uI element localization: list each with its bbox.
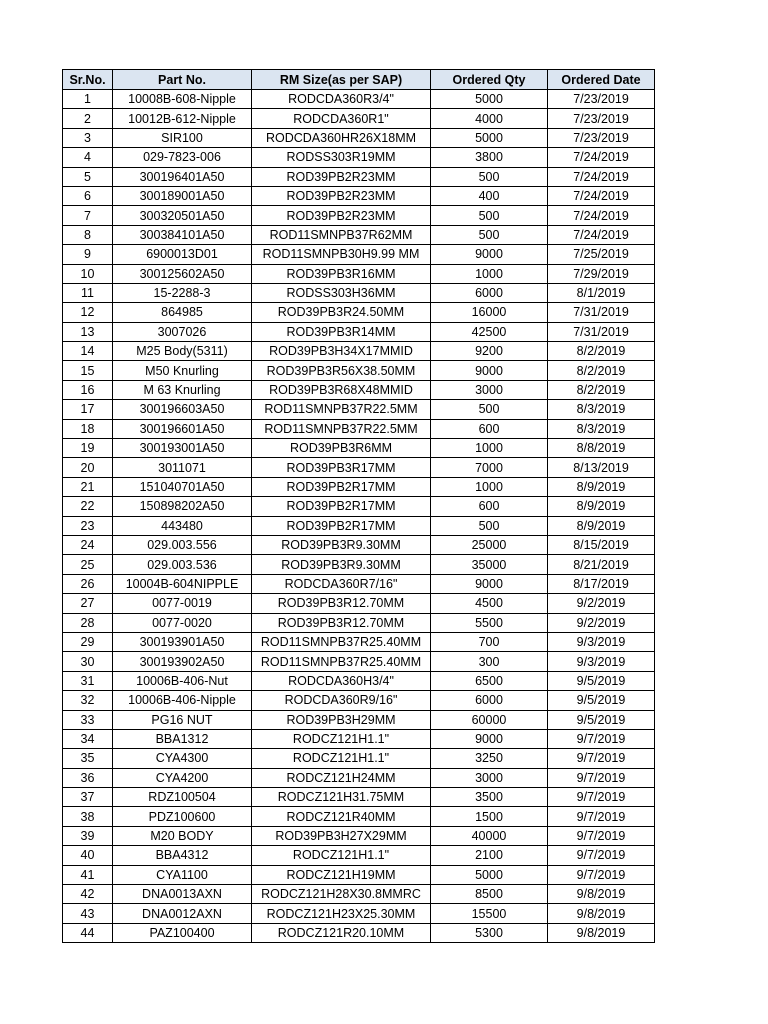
cell-ordered-qty: 40000 — [431, 826, 548, 845]
cell-rm-size: RODCDA360R9/16" — [252, 691, 431, 710]
cell-sr-no: 14 — [63, 342, 113, 361]
cell-rm-size: RODCZ121H1.1" — [252, 729, 431, 748]
cell-rm-size: ROD39PB3R68X48MMID — [252, 380, 431, 399]
cell-rm-size: ROD39PB3R56X38.50MM — [252, 361, 431, 380]
cell-part-no: PG16 NUT — [113, 710, 252, 729]
cell-ordered-date: 7/31/2019 — [548, 303, 655, 322]
table-row — [63, 380, 655, 399]
cell-rm-size: RODCDA360R1" — [252, 109, 431, 128]
table-row — [63, 671, 655, 690]
cell-rm-size: ROD39PB3R12.70MM — [252, 594, 431, 613]
cell-sr-no: 2 — [63, 109, 113, 128]
table-row — [63, 710, 655, 729]
table-row — [63, 652, 655, 671]
cell-ordered-qty: 3000 — [431, 380, 548, 399]
cell-ordered-date: 8/15/2019 — [548, 535, 655, 554]
cell-ordered-qty: 500 — [431, 167, 548, 186]
table-row — [63, 283, 655, 302]
cell-sr-no: 17 — [63, 400, 113, 419]
cell-rm-size: ROD11SMNPB37R22.5MM — [252, 400, 431, 419]
cell-ordered-qty: 600 — [431, 419, 548, 438]
cell-ordered-qty: 5500 — [431, 613, 548, 632]
header-ordered-date: Ordered Date — [548, 70, 655, 90]
cell-part-no: DNA0013AXN — [113, 885, 252, 904]
cell-sr-no: 15 — [63, 361, 113, 380]
cell-sr-no: 1 — [63, 90, 113, 109]
cell-sr-no: 9 — [63, 245, 113, 264]
cell-ordered-date: 7/23/2019 — [548, 90, 655, 109]
cell-rm-size: RODCDA360R7/16" — [252, 574, 431, 593]
cell-ordered-date: 9/7/2019 — [548, 768, 655, 787]
cell-part-no: M25 Body(5311) — [113, 342, 252, 361]
table-row — [63, 555, 655, 574]
cell-sr-no: 23 — [63, 516, 113, 535]
table-row — [63, 904, 655, 923]
cell-rm-size: ROD39PB3R16MM — [252, 264, 431, 283]
cell-ordered-date: 8/13/2019 — [548, 458, 655, 477]
cell-part-no: M 63 Knurling — [113, 380, 252, 399]
cell-ordered-date: 8/3/2019 — [548, 419, 655, 438]
cell-sr-no: 20 — [63, 458, 113, 477]
cell-ordered-qty: 700 — [431, 632, 548, 651]
cell-sr-no: 30 — [63, 652, 113, 671]
header-rm-size: RM Size(as per SAP) — [252, 70, 431, 90]
table-header — [63, 70, 655, 90]
cell-rm-size: RODCZ121R40MM — [252, 807, 431, 826]
table-row — [63, 186, 655, 205]
table-row — [63, 419, 655, 438]
cell-part-no: 3011071 — [113, 458, 252, 477]
cell-ordered-qty: 400 — [431, 186, 548, 205]
cell-part-no: 3007026 — [113, 322, 252, 341]
cell-ordered-qty: 500 — [431, 400, 548, 419]
cell-ordered-qty: 4500 — [431, 594, 548, 613]
cell-ordered-date: 8/8/2019 — [548, 439, 655, 458]
cell-ordered-date: 9/8/2019 — [548, 904, 655, 923]
table-row — [63, 807, 655, 826]
cell-ordered-date: 9/8/2019 — [548, 923, 655, 942]
cell-rm-size: ROD39PB3H34X17MMID — [252, 342, 431, 361]
cell-rm-size: RODCZ121H23X25.30MM — [252, 904, 431, 923]
cell-part-no: 300193902A50 — [113, 652, 252, 671]
cell-sr-no: 43 — [63, 904, 113, 923]
cell-ordered-qty: 500 — [431, 206, 548, 225]
cell-ordered-date: 8/17/2019 — [548, 574, 655, 593]
cell-part-no: 6900013D01 — [113, 245, 252, 264]
table-row — [63, 148, 655, 167]
cell-part-no: M20 BODY — [113, 826, 252, 845]
cell-part-no: 029.003.536 — [113, 555, 252, 574]
cell-ordered-qty: 5000 — [431, 865, 548, 884]
cell-ordered-qty: 1000 — [431, 477, 548, 496]
cell-ordered-qty: 5000 — [431, 90, 548, 109]
cell-ordered-date: 9/7/2019 — [548, 788, 655, 807]
cell-part-no: PAZ100400 — [113, 923, 252, 942]
cell-rm-size: RODCDA360HR26X18MM — [252, 128, 431, 147]
table-row — [63, 594, 655, 613]
cell-ordered-date: 9/5/2019 — [548, 710, 655, 729]
cell-rm-size: ROD39PB3R9.30MM — [252, 535, 431, 554]
cell-sr-no: 3 — [63, 128, 113, 147]
cell-part-no: BBA1312 — [113, 729, 252, 748]
cell-sr-no: 42 — [63, 885, 113, 904]
table-row — [63, 128, 655, 147]
cell-ordered-date: 9/8/2019 — [548, 885, 655, 904]
table-row — [63, 361, 655, 380]
table-row — [63, 167, 655, 186]
cell-sr-no: 38 — [63, 807, 113, 826]
cell-ordered-qty: 9000 — [431, 245, 548, 264]
cell-ordered-qty: 35000 — [431, 555, 548, 574]
header-row — [63, 70, 655, 90]
cell-part-no: BBA4312 — [113, 846, 252, 865]
cell-rm-size: ROD39PB3R9.30MM — [252, 555, 431, 574]
table-row — [63, 245, 655, 264]
table-row — [63, 90, 655, 109]
cell-part-no: 300320501A50 — [113, 206, 252, 225]
cell-ordered-date: 9/7/2019 — [548, 826, 655, 845]
cell-ordered-date: 9/2/2019 — [548, 594, 655, 613]
cell-rm-size: RODCDA360H3/4" — [252, 671, 431, 690]
table-row — [63, 458, 655, 477]
cell-part-no: 029.003.556 — [113, 535, 252, 554]
cell-rm-size: RODCZ121H1.1" — [252, 749, 431, 768]
cell-part-no: 10004B-604NIPPLE — [113, 574, 252, 593]
cell-sr-no: 29 — [63, 632, 113, 651]
cell-sr-no: 41 — [63, 865, 113, 884]
cell-sr-no: 19 — [63, 439, 113, 458]
cell-part-no: 150898202A50 — [113, 497, 252, 516]
cell-rm-size: ROD39PB2R17MM — [252, 477, 431, 496]
table-row — [63, 885, 655, 904]
cell-ordered-date: 8/2/2019 — [548, 361, 655, 380]
cell-sr-no: 25 — [63, 555, 113, 574]
table-row — [63, 535, 655, 554]
cell-part-no: 300189001A50 — [113, 186, 252, 205]
cell-sr-no: 34 — [63, 729, 113, 748]
cell-rm-size: RODCDA360R3/4" — [252, 90, 431, 109]
cell-ordered-qty: 300 — [431, 652, 548, 671]
cell-rm-size: ROD39PB3R12.70MM — [252, 613, 431, 632]
cell-rm-size: RODSS303R19MM — [252, 148, 431, 167]
table-row — [63, 342, 655, 361]
table-row — [63, 729, 655, 748]
cell-sr-no: 6 — [63, 186, 113, 205]
cell-ordered-qty: 25000 — [431, 535, 548, 554]
table-row — [63, 109, 655, 128]
table-row — [63, 788, 655, 807]
cell-sr-no: 8 — [63, 225, 113, 244]
cell-part-no: CYA4200 — [113, 768, 252, 787]
cell-part-no: 300196603A50 — [113, 400, 252, 419]
table-row — [63, 264, 655, 283]
cell-ordered-qty: 9200 — [431, 342, 548, 361]
cell-rm-size: ROD39PB3H29MM — [252, 710, 431, 729]
cell-ordered-qty: 5000 — [431, 128, 548, 147]
table-row — [63, 400, 655, 419]
cell-ordered-date: 9/7/2019 — [548, 749, 655, 768]
cell-sr-no: 33 — [63, 710, 113, 729]
cell-part-no: M50 Knurling — [113, 361, 252, 380]
cell-part-no: 300125602A50 — [113, 264, 252, 283]
cell-sr-no: 37 — [63, 788, 113, 807]
cell-ordered-date: 7/24/2019 — [548, 206, 655, 225]
cell-part-no: 029-7823-006 — [113, 148, 252, 167]
header-sr-no: Sr.No. — [63, 70, 113, 90]
cell-ordered-qty: 1000 — [431, 439, 548, 458]
cell-rm-size: RODCZ121H19MM — [252, 865, 431, 884]
cell-sr-no: 32 — [63, 691, 113, 710]
cell-rm-size: RODSS303H36MM — [252, 283, 431, 302]
cell-sr-no: 39 — [63, 826, 113, 845]
cell-ordered-qty: 9000 — [431, 574, 548, 593]
cell-part-no: 300196401A50 — [113, 167, 252, 186]
table-row — [63, 206, 655, 225]
cell-sr-no: 5 — [63, 167, 113, 186]
cell-sr-no: 28 — [63, 613, 113, 632]
cell-sr-no: 36 — [63, 768, 113, 787]
cell-ordered-qty: 1500 — [431, 807, 548, 826]
table-row — [63, 826, 655, 845]
cell-ordered-qty: 6000 — [431, 283, 548, 302]
cell-ordered-qty: 6500 — [431, 671, 548, 690]
cell-ordered-date: 9/5/2019 — [548, 671, 655, 690]
cell-part-no: 0077-0019 — [113, 594, 252, 613]
cell-rm-size: RODCZ121H1.1" — [252, 846, 431, 865]
cell-ordered-qty: 3500 — [431, 788, 548, 807]
cell-sr-no: 16 — [63, 380, 113, 399]
cell-ordered-date: 7/23/2019 — [548, 128, 655, 147]
cell-ordered-qty: 5300 — [431, 923, 548, 942]
cell-rm-size: ROD39PB3R6MM — [252, 439, 431, 458]
cell-rm-size: RODCZ121H31.75MM — [252, 788, 431, 807]
cell-ordered-date: 8/1/2019 — [548, 283, 655, 302]
cell-sr-no: 10 — [63, 264, 113, 283]
header-part-no: Part No. — [113, 70, 252, 90]
cell-part-no: CYA4300 — [113, 749, 252, 768]
cell-sr-no: 24 — [63, 535, 113, 554]
cell-part-no: 300193901A50 — [113, 632, 252, 651]
cell-part-no: PDZ100600 — [113, 807, 252, 826]
cell-part-no: CYA1100 — [113, 865, 252, 884]
cell-rm-size: RODCZ121H24MM — [252, 768, 431, 787]
cell-sr-no: 12 — [63, 303, 113, 322]
table-body — [63, 90, 655, 943]
cell-part-no: 10006B-406-Nipple — [113, 691, 252, 710]
cell-rm-size: ROD11SMNPB37R25.40MM — [252, 632, 431, 651]
cell-ordered-date: 7/23/2019 — [548, 109, 655, 128]
cell-sr-no: 7 — [63, 206, 113, 225]
cell-ordered-qty: 9000 — [431, 729, 548, 748]
table-row — [63, 691, 655, 710]
cell-sr-no: 40 — [63, 846, 113, 865]
table-row — [63, 225, 655, 244]
cell-ordered-date: 8/9/2019 — [548, 497, 655, 516]
cell-ordered-qty: 9000 — [431, 361, 548, 380]
table-row — [63, 923, 655, 942]
cell-ordered-date: 8/2/2019 — [548, 342, 655, 361]
cell-ordered-date: 9/2/2019 — [548, 613, 655, 632]
cell-ordered-date: 7/29/2019 — [548, 264, 655, 283]
cell-rm-size: ROD11SMNPB37R62MM — [252, 225, 431, 244]
table-row — [63, 322, 655, 341]
cell-sr-no: 31 — [63, 671, 113, 690]
cell-ordered-qty: 2100 — [431, 846, 548, 865]
cell-ordered-date: 7/25/2019 — [548, 245, 655, 264]
cell-sr-no: 13 — [63, 322, 113, 341]
cell-ordered-date: 8/9/2019 — [548, 477, 655, 496]
cell-ordered-date: 9/7/2019 — [548, 729, 655, 748]
cell-ordered-date: 8/9/2019 — [548, 516, 655, 535]
cell-sr-no: 44 — [63, 923, 113, 942]
cell-rm-size: ROD39PB3R24.50MM — [252, 303, 431, 322]
cell-ordered-qty: 3800 — [431, 148, 548, 167]
cell-sr-no: 22 — [63, 497, 113, 516]
cell-ordered-qty: 60000 — [431, 710, 548, 729]
cell-ordered-qty: 15500 — [431, 904, 548, 923]
cell-ordered-date: 7/31/2019 — [548, 322, 655, 341]
orders-table — [62, 69, 655, 943]
cell-ordered-date: 8/3/2019 — [548, 400, 655, 419]
cell-ordered-date: 7/24/2019 — [548, 186, 655, 205]
cell-part-no: DNA0012AXN — [113, 904, 252, 923]
cell-ordered-date: 7/24/2019 — [548, 225, 655, 244]
cell-ordered-qty: 6000 — [431, 691, 548, 710]
header-ordered-qty: Ordered Qty — [431, 70, 548, 90]
table-row — [63, 477, 655, 496]
cell-rm-size: ROD39PB3R17MM — [252, 458, 431, 477]
cell-ordered-qty: 600 — [431, 497, 548, 516]
table-row — [63, 865, 655, 884]
cell-rm-size: ROD39PB3R14MM — [252, 322, 431, 341]
cell-sr-no: 27 — [63, 594, 113, 613]
cell-rm-size: RODCZ121H28X30.8MMRC — [252, 885, 431, 904]
cell-rm-size: ROD11SMNPB37R22.5MM — [252, 419, 431, 438]
cell-ordered-qty: 8500 — [431, 885, 548, 904]
cell-sr-no: 35 — [63, 749, 113, 768]
cell-rm-size: ROD39PB2R17MM — [252, 497, 431, 516]
cell-part-no: 864985 — [113, 303, 252, 322]
cell-ordered-date: 9/7/2019 — [548, 865, 655, 884]
cell-ordered-date: 8/2/2019 — [548, 380, 655, 399]
table-row — [63, 497, 655, 516]
cell-rm-size: ROD11SMNPB37R25.40MM — [252, 652, 431, 671]
cell-ordered-date: 8/21/2019 — [548, 555, 655, 574]
cell-sr-no: 4 — [63, 148, 113, 167]
cell-sr-no: 11 — [63, 283, 113, 302]
table-row — [63, 574, 655, 593]
cell-ordered-date: 9/3/2019 — [548, 632, 655, 651]
cell-ordered-date: 7/24/2019 — [548, 148, 655, 167]
cell-ordered-qty: 7000 — [431, 458, 548, 477]
cell-ordered-date: 7/24/2019 — [548, 167, 655, 186]
cell-ordered-qty: 42500 — [431, 322, 548, 341]
cell-ordered-qty: 3250 — [431, 749, 548, 768]
cell-sr-no: 18 — [63, 419, 113, 438]
cell-part-no: RDZ100504 — [113, 788, 252, 807]
cell-part-no: 10006B-406-Nut — [113, 671, 252, 690]
cell-ordered-qty: 500 — [431, 225, 548, 244]
cell-part-no: 151040701A50 — [113, 477, 252, 496]
cell-part-no: 300193001A50 — [113, 439, 252, 458]
table-row — [63, 632, 655, 651]
cell-ordered-date: 9/3/2019 — [548, 652, 655, 671]
cell-sr-no: 21 — [63, 477, 113, 496]
cell-part-no: 15-2288-3 — [113, 283, 252, 302]
cell-rm-size: ROD39PB2R23MM — [252, 167, 431, 186]
table-row — [63, 303, 655, 322]
cell-rm-size: ROD11SMNPB30H9.99 MM — [252, 245, 431, 264]
cell-ordered-qty: 3000 — [431, 768, 548, 787]
cell-part-no: 300384101A50 — [113, 225, 252, 244]
table-row — [63, 439, 655, 458]
table-row — [63, 749, 655, 768]
cell-rm-size: ROD39PB3H27X29MM — [252, 826, 431, 845]
cell-part-no: 10008B-608-Nipple — [113, 90, 252, 109]
cell-ordered-qty: 500 — [431, 516, 548, 535]
cell-ordered-qty: 16000 — [431, 303, 548, 322]
cell-part-no: 300196601A50 — [113, 419, 252, 438]
cell-part-no: 443480 — [113, 516, 252, 535]
cell-sr-no: 26 — [63, 574, 113, 593]
table-row — [63, 613, 655, 632]
cell-ordered-date: 9/7/2019 — [548, 846, 655, 865]
cell-ordered-qty: 4000 — [431, 109, 548, 128]
cell-ordered-qty: 1000 — [431, 264, 548, 283]
cell-rm-size: ROD39PB2R17MM — [252, 516, 431, 535]
cell-rm-size: ROD39PB2R23MM — [252, 186, 431, 205]
table-row — [63, 846, 655, 865]
cell-part-no: SIR100 — [113, 128, 252, 147]
cell-part-no: 10012B-612-Nipple — [113, 109, 252, 128]
cell-rm-size: ROD39PB2R23MM — [252, 206, 431, 225]
table-row — [63, 516, 655, 535]
cell-part-no: 0077-0020 — [113, 613, 252, 632]
table-row — [63, 768, 655, 787]
cell-ordered-date: 9/5/2019 — [548, 691, 655, 710]
cell-rm-size: RODCZ121R20.10MM — [252, 923, 431, 942]
cell-ordered-date: 9/7/2019 — [548, 807, 655, 826]
